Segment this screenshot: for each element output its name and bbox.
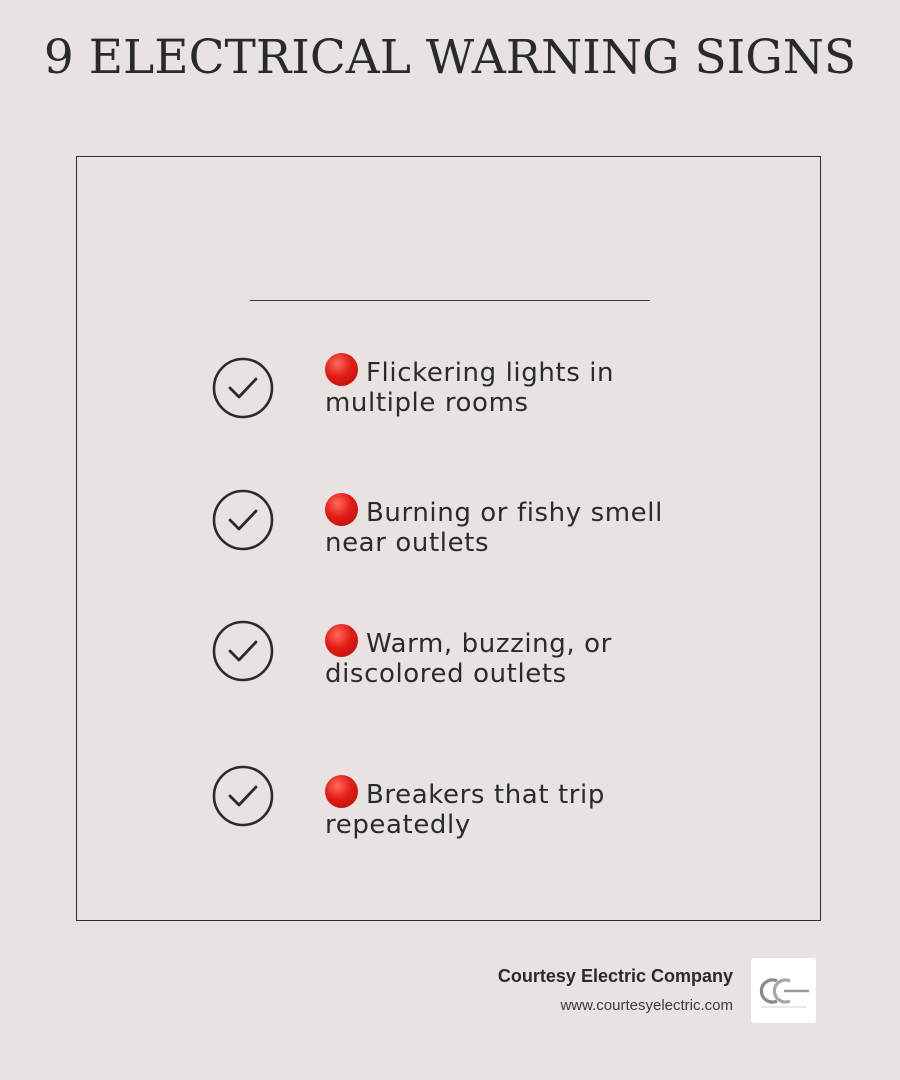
list-item-text xyxy=(325,353,685,418)
company-name: Courtesy Electric Company xyxy=(497,966,733,986)
list-item-text xyxy=(325,624,685,689)
check-circle-icon xyxy=(212,765,274,827)
red-circle-icon xyxy=(325,775,358,808)
list-item xyxy=(212,620,692,690)
list-item-label: Warm, buzzing, or discolored outlets xyxy=(325,629,612,689)
check-circle-icon xyxy=(212,357,274,419)
list-item-label: Breakers that trip repeatedly xyxy=(325,780,605,840)
red-circle-icon xyxy=(325,353,358,386)
card-divider xyxy=(250,300,650,301)
list-item xyxy=(212,357,692,427)
check-circle-icon xyxy=(212,620,274,682)
list-item-text xyxy=(325,493,685,558)
company-url[interactable]: www.courtesyelectric.com xyxy=(560,997,733,1014)
logo-mark-icon xyxy=(751,958,816,1023)
list-item-label: Flickering lights in multiple rooms xyxy=(325,358,615,418)
red-circle-icon xyxy=(325,493,358,526)
list-item-text xyxy=(325,775,685,840)
check-circle-icon xyxy=(212,489,274,551)
page-title: 9 ELECTRICAL WARNING SIGNS xyxy=(43,30,857,85)
list-item xyxy=(212,489,692,559)
red-circle-icon xyxy=(325,624,358,657)
list-item-label: Burning or fishy smell near outlets xyxy=(325,498,663,558)
list-item xyxy=(212,765,692,840)
company-logo-icon xyxy=(751,958,816,1023)
